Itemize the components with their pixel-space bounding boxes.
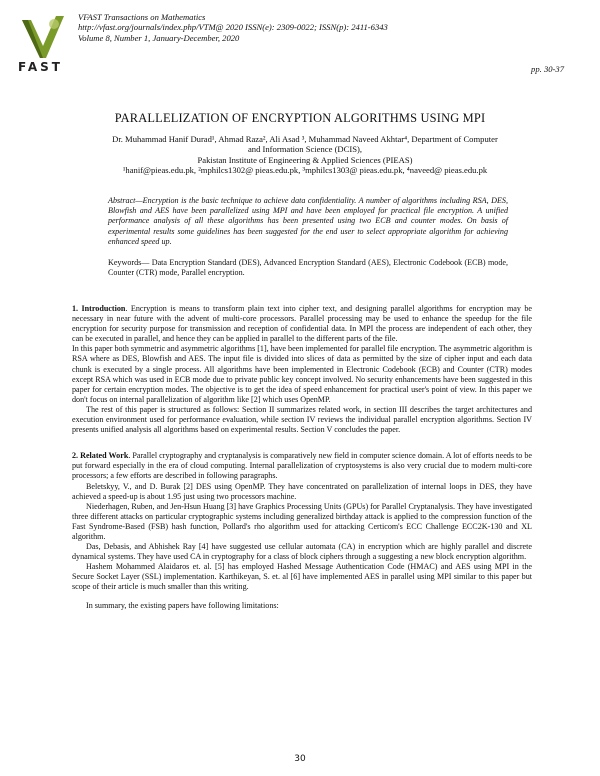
related-paragraph-2: Beletskyy, V., and D. Burak [2] DES using OpenMP. They have concentrated on parallelization of internal loops in DES, they have achieved a speed-up is about 1.95 just using two processors machine. — [72, 481, 532, 501]
author-line-2: and Information Science (DCIS), — [247, 144, 363, 155]
intro-paragraph-2: In this paper both symmetric and asymmetric algorithms [1], have been implemented for parallel file encryption. The asymmetric algorithm is RSA where as DES, Blowfish and AES. The input file is divided into slices of data as permitted by the size of cipher input and each data chunk is executed by a single process. All algorithms have been implemented in Electronic Codebook (ECB) and Counter (CTR) modes except RSA which was used in ECB mode due to private public key concept involved. No security enhancements have been suggested in this paper for certain encryption modes. The objective is to get the idea of speed enhancement for practical user's point of view. In this paper we don't focus on internal parallelization of algorithm like [2] which uses OpenMP. — [72, 344, 532, 404]
journal-url: http://vfast.org/journals/index.php/VTM@ 2020 ISSN(e): 2309-0022; ISSN(p): 2411-6343 — [78, 22, 388, 33]
related-paragraph-1: 2. Related Work. Parallel cryptography and cryptanalysis is comparatively new field in computer science domain. A lot of efforts needs to be put forward especially in the era of cloud computing. Internal parallelization of cryptosystems is also very crucial due to modern multi-core processors; a few efforts are described in following paragraphs. — [72, 451, 533, 481]
related-paragraph-6: In summary, the existing papers have following limitations: — [86, 600, 279, 610]
paper-title: PARALLELIZATION OF ENCRYPTION ALGORITHMS USING MPI — [114, 111, 486, 125]
related-heading: 2. Related Work — [72, 451, 129, 461]
intro-paragraph-1: 1. Introduction. Encryption is means to transform plain text into cipher text, and designing parallel algorithms for encryption may be necessary in near future with the advent of multi-core processors. Parallel processing may be used to enhance the speedup for the file encryption for security purpose for transmission and reception of confidential data. In MPI the process are independent of each other, they can be executed in parallel, and hence they can be applied in parallel to the different parts of the file. — [72, 304, 532, 344]
intro-paragraph-3: The rest of this paper is structured as follows: Section II summarizes related work, in section III describes the target architectures and execution environment used for performance evaluation, while section IV reviews the individual parallel encryption algorithms. Section IV presents unified analysis all algorithms based on experimental results. Section V concludes the paper. — [72, 404, 532, 435]
keywords: Keywords— Data Encryption Standard (DES), Advanced Encryption Standard (AES), Electronic Codebook (ECB) mode, Counter (CTR) mode, Parallel encryption. — [108, 258, 508, 278]
author-emails: ¹hanif@pieas.edu.pk, ²mphilcs1302@ pieas.edu.pk, ³mphilcs1303@ pieas.edu.pk, ⁴naveed@ pieas.edu.pk — [122, 165, 488, 176]
author-affiliation: Pakistan Institute of Engineering & Applied Sciences (PIEAS) — [197, 154, 413, 165]
related-paragraph-4: Das, Debasis, and Abhishek Ray [4] have suggested use cellular automata (CA) in encryption which are highly parallel and discrete dynamical systems. They have used CA in cryptography for a class of block ciphers through a suggesting a new block encryption algorithm. — [72, 542, 532, 562]
page-number: 30 — [294, 754, 306, 764]
page-range: pp. 30-37 — [531, 64, 564, 74]
related-paragraph-5: Hashem Mohammed Alaidaros et. al. [5] has employed Hashed Message Authentication Code (HMAC) and AES using MPI in the Secure Socket Layer (SSL) implementation. Karthikeyan, S. et. al [6] have implemented AES in parallel using MPI similar to this paper but scope of their article is much smaller than this writing. — [72, 562, 532, 592]
journal-header — [78, 12, 388, 43]
author-line-1: Dr. Muhammad Hanif Durad¹, Ahmad Raza², Ali Asad ³, Muhammad Naveed Akhtar⁴, Department of Computer — [112, 134, 498, 144]
journal-name: VFAST Transactions on Mathematics — [78, 12, 206, 22]
related-paragraph-3: Niederhagen, Ruben, and Jen-Hsun Huang [3] have Graphics Processing Units (GPUs) for Parallel Cryptanalysis. They have investigated three different attacks on particular cryptographic systems including generalized birthday attack is applied to the compression function of the Fast Syndrome-Based (FSB) hash function, Pollard's rho algorithm used for attacking Certicom's ECC Challenge ECC2K-130 and XL algorithm. — [72, 501, 532, 541]
journal-volume: Volume 8, Number 1, January-December, 2020 — [78, 32, 240, 43]
body-text — [72, 304, 532, 611]
author-block — [60, 134, 550, 176]
abstract: Abstract—Encryption is the basic technique to achieve data confidentiality. A number of algorithms including RSA, DES, Blowfish and AES have been parallelized using MPI and have been employed for practical file encryption. A unified performance analysis of all these algorithms has been presented using two ECB and counter modes. On basis of experimental results some guidelines has been suggested for the end user to select appropriate algorithm for achieving enhanced speed up. — [108, 196, 508, 246]
logo-text: FAST — [18, 60, 63, 74]
intro-heading: 1. Introduction — [72, 304, 126, 313]
